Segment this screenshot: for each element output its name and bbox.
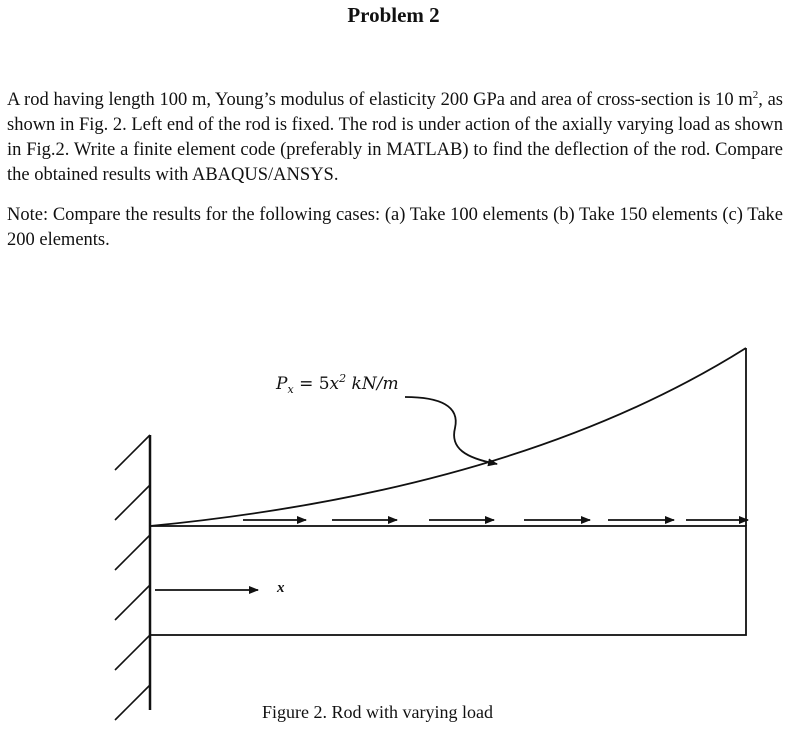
load-subscript: x <box>287 383 294 396</box>
problem-statement <box>7 88 783 188</box>
load-variable: x <box>329 374 340 394</box>
figure-caption: Figure 2. Rod with varying load <box>262 702 493 722</box>
load-unit: kN/m <box>346 374 399 394</box>
load-distribution-curve <box>150 348 746 526</box>
rod-diagram <box>0 340 787 732</box>
rod-figure <box>0 340 787 732</box>
statement-text-part2: , as shown in Fig. 2. Left end of the rod is fixed. The rod is under action of the axially varying load as shown in Fig.2. Write a finite element code (preferably in MATLAB) to find the deflection of the rod. Compare the obtained results with ABAQUS/ANSYS. <box>7 90 783 185</box>
wall-hatching <box>115 435 150 720</box>
equation-leader-arrow <box>405 397 497 464</box>
rod-body <box>150 526 746 635</box>
x-axis-label: x <box>277 580 285 596</box>
note-paragraph: Note: Compare the results for the following cases: (a) Take 100 elements (b) Take 150 elements (c) Take 200 elements. <box>7 205 783 250</box>
load-exponent: 2 <box>339 372 347 385</box>
problem-title: Problem 2 <box>347 3 440 27</box>
load-equation <box>276 374 399 396</box>
load-equals: = 5 <box>293 374 330 394</box>
area-unit-exponent: 2 <box>752 89 759 101</box>
load-symbol: P <box>276 374 288 394</box>
statement-text-part1: A rod having length 100 m, Young’s modulus of elasticity 200 GPa and area of cross-section is 10 m <box>7 90 753 110</box>
